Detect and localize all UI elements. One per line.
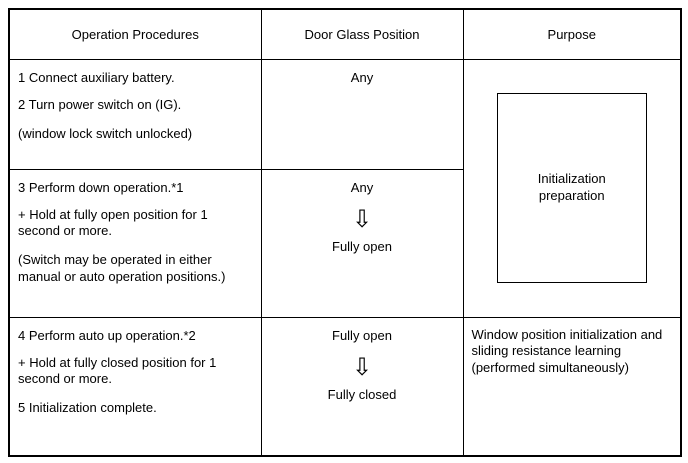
table-row-3 [9, 317, 681, 456]
procedure-note: (window lock switch unlocked) [18, 126, 193, 141]
position-cell-row2 [261, 169, 463, 317]
procedure-note: (Switch may be operated in either manual or auto operation positions.) [18, 252, 226, 284]
procedure-step: 2 Turn power switch on (IG). [18, 96, 182, 112]
purpose-cell-row3 [463, 317, 681, 456]
header-purpose: Purpose [463, 9, 681, 59]
position-cell-row3 [261, 317, 463, 456]
position-cell-row1 [261, 59, 463, 169]
position-to: Fully open [332, 238, 392, 254]
header-operation-procedures: Operation Procedures [9, 9, 261, 59]
initialization-preparation-box [497, 93, 647, 283]
purpose-label: Initialization preparation [537, 171, 606, 203]
position-from: Any [350, 179, 374, 195]
procedure-step: 3 Perform down operation.*1 [18, 179, 184, 195]
purpose-cell-rows1-2 [463, 59, 681, 317]
purpose-text: Window position initialization and sliding resistance learning (performed simultaneously) [471, 326, 663, 376]
down-arrow-icon: ⇩ [351, 205, 373, 233]
position-from: Fully open [332, 327, 392, 343]
procedures-cell-row1 [9, 59, 261, 169]
procedure-step: 1 Connect auxiliary battery. [18, 69, 175, 85]
procedure-step: + Hold at fully open position for 1 second or more. [18, 206, 208, 238]
header-door-glass-position: Door Glass Position [261, 9, 463, 59]
position-to: Fully closed [327, 386, 397, 402]
position-sequence [263, 180, 462, 254]
procedure-step: + Hold at fully closed position for 1 second or more. [18, 354, 217, 386]
initialization-procedure-table [8, 8, 682, 457]
position-sequence [263, 328, 462, 402]
procedure-step: 5 Initialization complete. [18, 400, 157, 416]
procedures-cell-row2 [9, 169, 261, 317]
table-row-1 [9, 59, 681, 169]
procedure-step: 4 Perform auto up operation.*2 [18, 327, 196, 343]
down-arrow-icon: ⇩ [351, 353, 373, 381]
header-row [9, 9, 681, 59]
position-state: Any [350, 69, 374, 85]
procedures-cell-row3 [9, 317, 261, 456]
